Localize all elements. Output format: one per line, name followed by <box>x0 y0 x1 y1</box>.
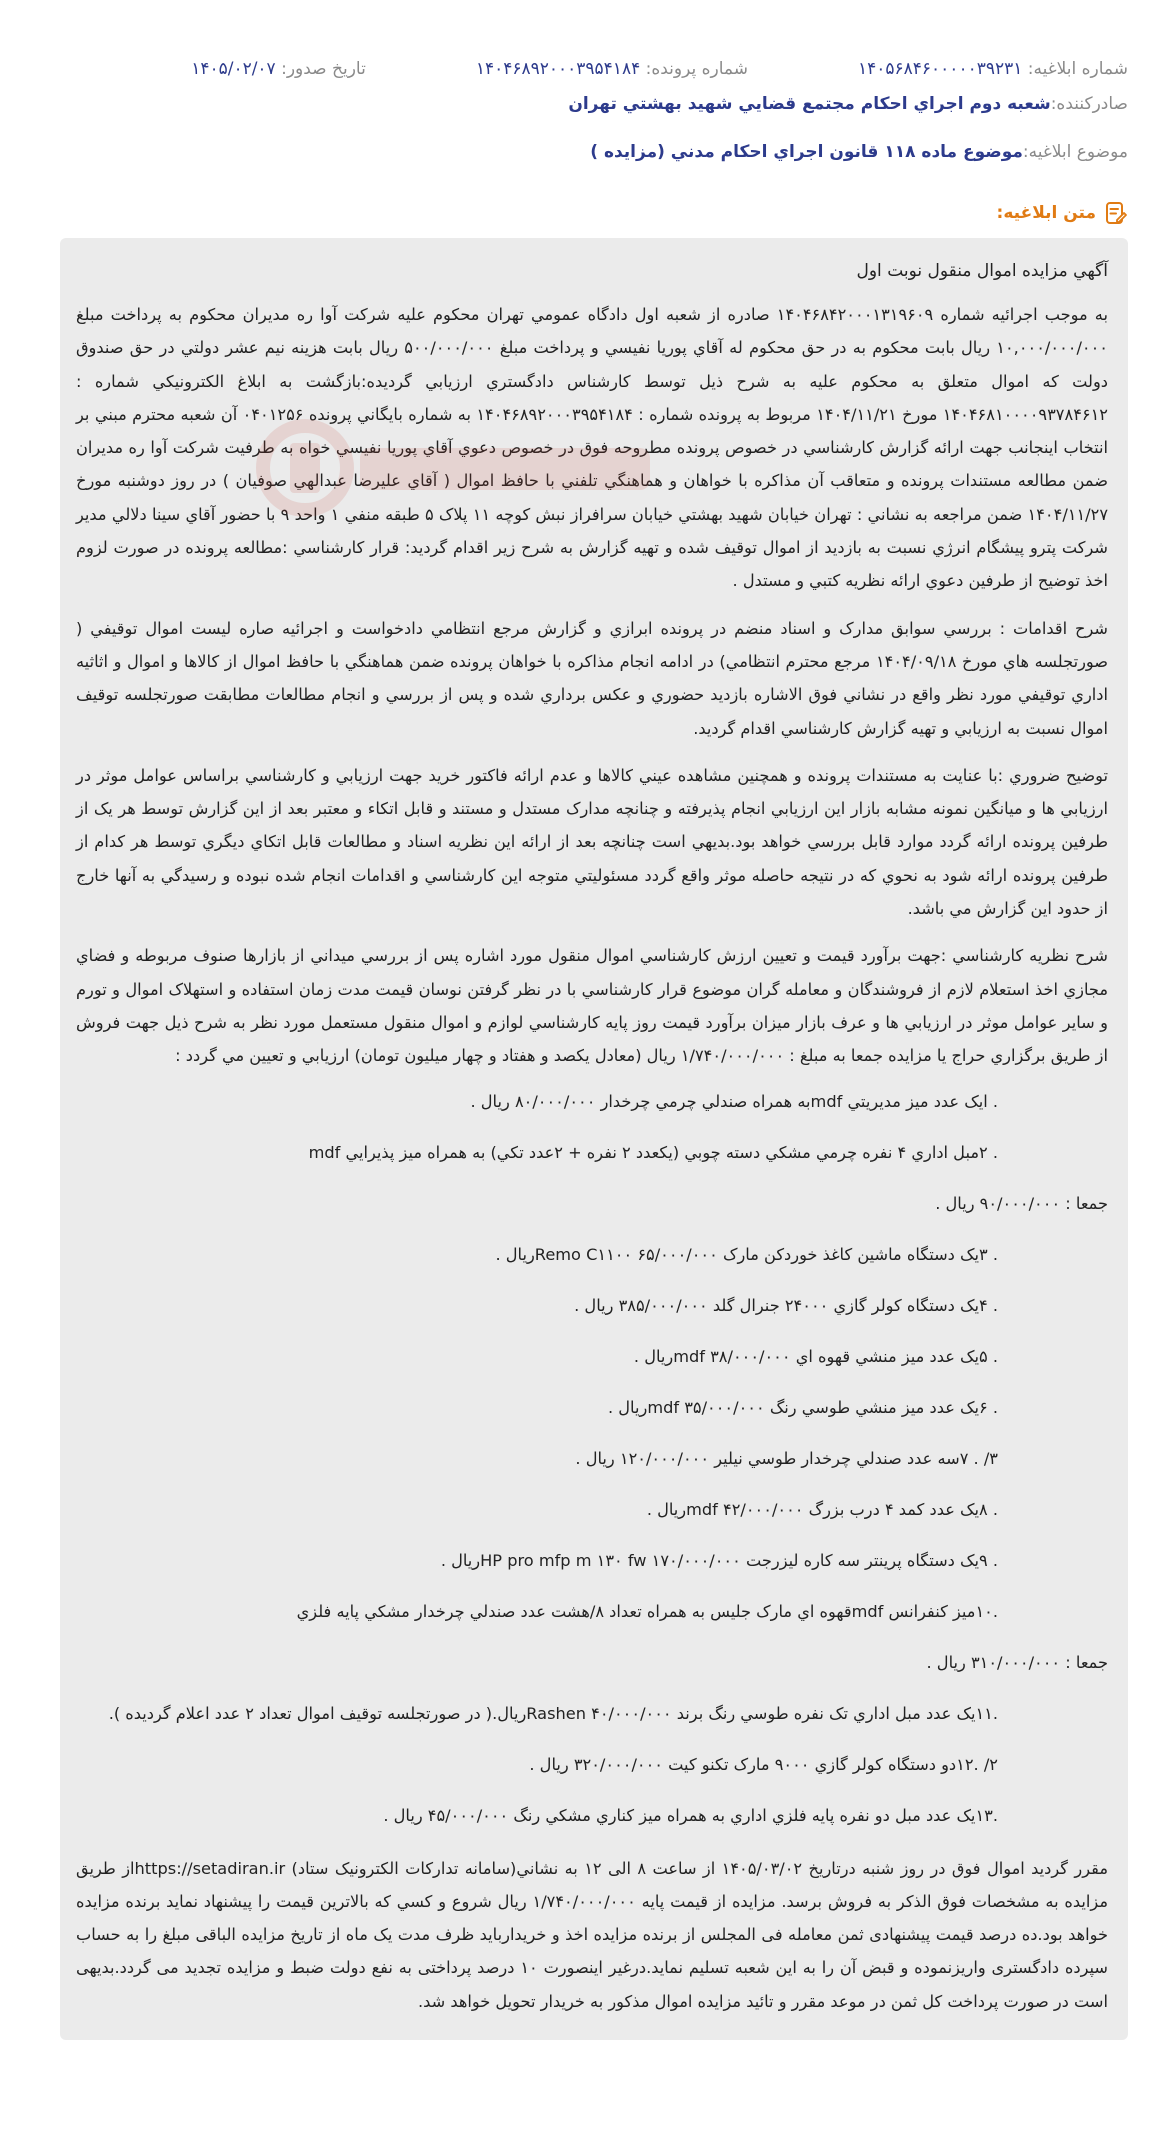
subject-line <box>60 128 1128 176</box>
case-number <box>476 59 748 79</box>
list-item: . ۶يک عدد ميز منشي طوسي رنگ mdf ۳۵/۰۰۰/۰۰۰ريال . <box>608 1397 998 1417</box>
list-item: . ايک عدد ميز مديريتي mdfبه همراه صندلي چرمي چرخدار ۸۰/۰۰۰/۰۰۰ ريال . <box>470 1091 998 1111</box>
case-number-value: ۱۴۰۴۶۸۹۲۰۰۰۳۹۵۴۱۸۴ <box>475 59 641 79</box>
subject-label: موضوع ابلاغيه: <box>1022 142 1128 162</box>
section-title: متن ابلاغيه: <box>996 203 1096 223</box>
issuer-line <box>60 80 1128 128</box>
paragraph-actions: شرح اقدامات : بررسي سوابق مدارک و اسناد منضم در پرونده ابرازي و گزارش مرجع انتظامي دادخواست و اجرائيه صاره ليست اموال توقيفي ( صورتجلسه هاي مورخ ۱۴۰۴/۰۹/۱۸ مرجع محترم انتظامي) در ادامه انجام مذاکره با خواهان پرونده ضمن هماهنگي با حافظ اموال از کالاها و اموال و اثاثيه اداري توقيفي مورد نظر واقع در نشاني فوق الاشاره بازديد حضوري و عکس برداري شده و پس از بررسي و انجام مطالعات مطابقت صورتجلسه توقيف اموال نسبت به ارزيابي و تهيه گزارش کارشناسي اقدام گرديد. <box>76 618 1109 738</box>
paragraph-intro: به موجب اجرائيه شماره ۱۴۰۴۶۸۴۲۰۰۰۱۳۱۹۶۰۹ صادره از شعبه اول دادگاه عمومي تهران محکوم عليه شرکت آوا ره مديران محکوم به پرداخت مبلغ ۱۰,۰۰۰/۰۰۰/۰۰۰ ريال بابت محکوم به در حق محکوم له آقاي پوريا نفيسي و پرداخت مبلغ ۵۰۰/۰۰۰/۰۰۰ ريال بابت هزينه نيم عشر دولتي در حق صندوق دولت که اموال متعلق به محکوم عليه به شرح ذيل توسط کارشناس دادگستري ارزيابي گرديده:بازگشت به ابلاغ الکترونيکي شماره : ۱۴۰۴۶۸۱۰۰۰۰۹۳۷۸۴۶۱۲ مورخ ۱۴۰۴/۱۱/۲۱ مربوط به پرونده شماره : ۱۴۰۴۶۸۹۲۰۰۰۳۹۵۴۱۸۴ به شماره بايگاني پرونده ۰۴۰۱۲۵۶ آن شعبه محترم مبني بر انتخاب اينجانب جهت ارائه گزارش کارشناسي در خصوص پرونده مطروحه فوق در خصوص دعوي آقاي پوريا نفيسي خواه به طرفيت شرکت آوا ره مديران ضمن مطالعه مستندات پرونده و متعاقب آن مذاکره با خواهان و هماهنگي تلفني با حافظ اموال ( آقاي عليرضا عبدالهي صوفيان ) در روز دوشنبه مورخ ۱۴۰۴/۱۱/۲۷ ضمن مراجعه به نشاني : تهران خيابان شهيد بهشتي خيابان سرافراز نبش کوچه ۱۱ پلاک ۵ طبقه منفي ۱ واحد ۹ با حضور آقاي سينا دلالي مدير شرکت پترو پيشگام انرژي نسبت به بازديد از اموال توقيف شده و تهيه گزارش به شرح زير اقدام گرديد: قرار کارشناسي :مطالعه پرونده در صورت لزوم اخذ توضيح از طرفين دعوي ارائه نظريه کتبي و مستدل . <box>76 305 1109 591</box>
paragraph-auction-terms: مقرر گرديد اموال فوق در روز شنبه درتاريخ ۱۴۰۵/۰۳/۰۲ از ساعت ۸ الی ۱۲ به نشاني(سامانه تداركات الكترونيک ستاد) https://setadiran.irاز طريق مزايده به مشخصات فوق الذکر به فروش برسد. مزايده از قيمت پايه ۱/۷۴۰/۰۰۰/۰۰۰ ريال شروع و کسي که بالاترين قيمت را پيشنهاد نمايد برنده مزايده خواهد بود.ده درصد قيمت پيشنهادی ثمن معامله فی المجلس از برنده مزايده اخذ و خريداربايد ظرف مدت يک ماه از تاريخ مزايده الباقی مبلغ را به حساب سپرده دادگستری واريزنموده و قبض آن را به اين شعبه تسليم نمايد.درغير اينصورت ۱۰ درصد پرداختی به نفع دولت ضبط و مزايده تجديد می گردد.بديهی است در صورت پرداخت کل ثمن در موعد مقرر و تائيد مزايده اموال مذکور به خريدار تحويل خواهد شد. <box>76 1858 1109 2011</box>
list-item: . ۹يک دستگاه پرينتر سه کاره ليزرجت HP pro mfp m ۱۳۰ fw ۱۷۰/۰۰۰/۰۰۰ريال . <box>440 1550 998 1570</box>
paragraph-note: توضيح ضروري :با عنايت به مستندات پرونده و همچنين مشاهده عيني کالاها و عدم ارائه فاکتور خريد جهت ارزيابي و کارشناسي براساس عوامل موثر در ارزيابي ها و ميانگين نمونه مشابه بازار اين ارزيابي انجام پذيرفته و چنانچه مدارک مستدل و مستند و قابل اتکاء و معتبر بعد از اين گزارش توسط هر يک از طرفين پرونده ارائه گردد موارد قابل بررسي خواهد بود.بديهي است چنانچه بعد از ارائه اين نظريه اسناد و مطالعات قابل اتکاي ديگري توسط هر کدام از طرفين پرونده ارائه شود به نحوي که در نتيجه حاصله موثر واقع گردد مسئوليتي متوجه اين کارشناسي و اقدامات انجام شده نبوده و رسيدگي به آنها خارج از حدود اين گزارش مي باشد. <box>76 765 1108 919</box>
list-item: ۲/ .۱۲دو دستگاه کولر گازي ۹۰۰۰ مارک تکنو کيت ۳۲۰/۰۰۰/۰۰۰ ريال . <box>529 1754 998 1774</box>
list-item: .۱۱يک عدد مبل اداري تک نفره طوسي رنگ برند Rashen ۴۰/۰۰۰/۰۰۰ريال.( در صورتجلسه توقيف اموال تعداد ۲ عدد اعلام گرديده ). <box>108 1703 998 1723</box>
notice-number-label: شماره ابلاغيه: <box>1027 59 1128 79</box>
issue-date-value: ۱۴۰۵/۰۲/۰۷ <box>191 59 276 79</box>
list-item: . ۵يک عدد ميز منشي قهوه اي mdf ۳۸/۰۰۰/۰۰۰ريال . <box>633 1346 998 1366</box>
issue-date-label: تاريخ صدور: <box>281 59 366 79</box>
list-item: . ۳يک دستگاه ماشين کاغذ خوردکن مارک ۶۵/۰۰۰/۰۰۰ Remo C۱۱۰۰ريال . <box>495 1244 998 1264</box>
notice-number <box>858 59 1128 79</box>
subject-value: موضوع ماده ۱۱۸ قانون اجراي احکام مدني (مزايده ) <box>590 142 1023 162</box>
list-item: .۱۰ميز کنفرانس mdfقهوه اي مارک جليس به همراه تعداد ۸/هشت عدد صندلي چرخدار مشکي پايه فلزي <box>296 1601 998 1621</box>
meta-row <box>60 0 1128 80</box>
notice-number-value: ۱۴۰۵۶۸۴۶۰۰۰۰۰۳۹۲۳۱ <box>858 59 1023 79</box>
list-item: . ۴يک دستگاه کولر گازي ۲۴۰۰۰ جنرال گلد ۳۸۵/۰۰۰/۰۰۰ ريال . <box>574 1295 998 1315</box>
list-item: ۳/ . ۷سه عدد صندلي چرخدار طوسي نيلير ۱۲۰/۰۰۰/۰۰۰ ريال . <box>575 1448 998 1468</box>
paragraph-opinion: شرح نظريه کارشناسي :جهت برآورد قيمت و تعيين ارزش کارشناسي اموال منقول مورد اشاره پس از بررسي ميداني از بازارها صنوف مربوطه و فضاي مجازي اخذ استعلام لازم از فروشندگان و معامله گران موضوع قرار کارشناسي با در نظر گرفتن نوسان قيمت مدت زمان استفاده و استهلاک اموال و تورم و ساير عوامل موثر در ارزيابي ها و عرف بازار ميزان برآورد قيمت روز پايه کارشناسي لوازم و اموال منقول مستعمل مورد نظر به شرح ذيل جهت فروش از طريق برگزاري حراج يا مزايده جمعا به مبلغ : ۱/۷۴۰/۰۰۰/۰۰۰ ريال (معادل يکصد و هفتاد و چهار ميليون تومان) ارزيابي و تعيين مي گردد : <box>76 946 1108 1066</box>
subtotal-line: جمعا : ۹۰/۰۰۰/۰۰۰ ريال . <box>935 1193 1108 1213</box>
issue-date <box>191 59 366 79</box>
notice-title: آگهي مزايده اموال منقول نوبت اول <box>856 261 1108 281</box>
list-item: .۱۳يک عدد مبل دو نفره پايه فلزي اداري به همراه ميز کناري مشکي رنگ ۴۵/۰۰۰/۰۰۰ ريال . <box>383 1805 998 1825</box>
notice-content <box>60 238 1128 2040</box>
list-item: . ۸يک عدد کمد ۴ درب بزرگ mdf ۴۲/۰۰۰/۰۰۰ريال . <box>646 1499 998 1519</box>
issuer-label: صادرکننده: <box>1050 94 1128 114</box>
subtotal-line: جمعا : ۳۱۰/۰۰۰/۰۰۰ ريال . <box>926 1652 1108 1672</box>
section-header <box>60 196 1128 230</box>
document-edit-icon <box>1104 200 1128 226</box>
list-item: . ۲مبل اداري ۴ نفره چرمي مشکي دسته چوبي (يکعدد ۲ نفره + ۲عدد تکي) به همراه ميز پذيرايي mdf <box>308 1142 998 1162</box>
issuer-value: شعبه دوم اجراي احکام مجتمع قضايي شهيد بهشتي تهران <box>568 94 1051 114</box>
case-number-label: شماره پرونده: <box>645 59 748 79</box>
